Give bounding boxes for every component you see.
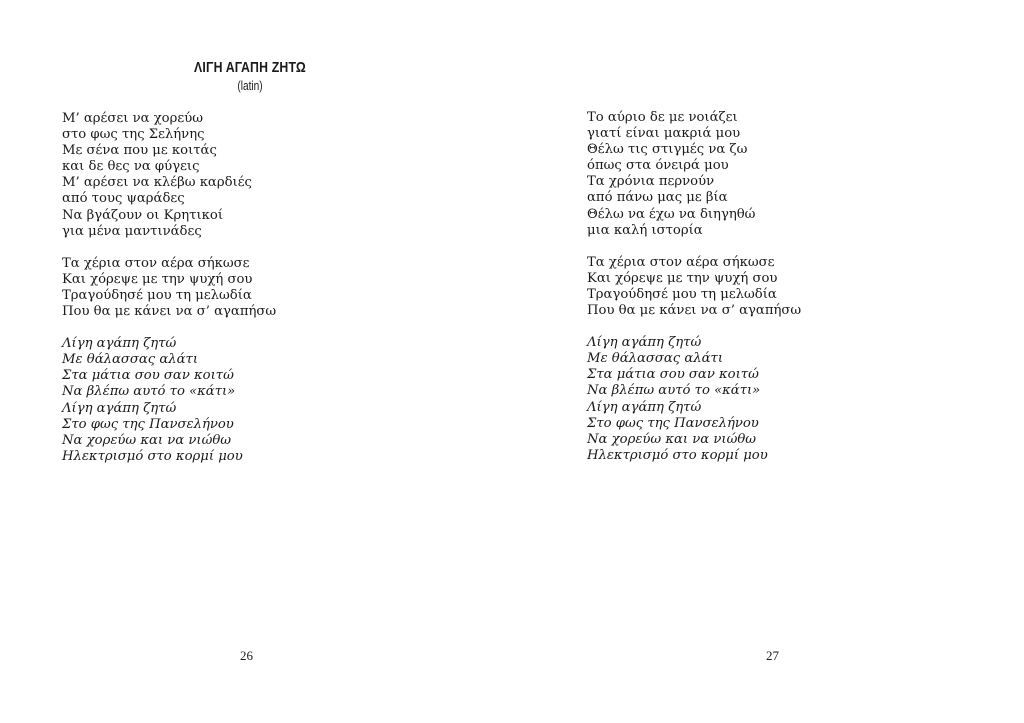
lyric-line: στο φως της Σελήνης [62,127,205,143]
lyric-line: Ηλεκτρισμό στο κορμί μου [587,447,768,463]
lyric-line: Τα χέρια στον αέρα σήκωσε [62,255,250,271]
lyric-line: γιατί είναι μακριά μου [587,126,741,142]
lyric-line: Τραγούδησέ μου τη μελωδία [62,287,252,303]
lyric-line: Θέλω να έχω να διηγηθώ [587,206,756,222]
lyric-line: Που θα με κάνει να σ’ αγαπήσω [587,303,802,319]
page-number: 26 [240,648,253,663]
lyric-line: από τους ψαράδες [62,191,185,207]
song-title: ΛΙΓΗ ΑΓΑΠΗ ΖΗΤΩ [194,59,306,76]
page-number: 27 [766,648,779,663]
lyric-line: Με σένα που με κοιτάς [62,143,217,159]
pre-chorus-stanza [62,256,276,320]
pre-chorus-stanza [587,255,801,319]
lyric-line: Και χόρεψε με την ψυχή σου [62,271,253,287]
lyric-line: Μ’ αρέσει να κλέβω καρδιές [62,175,252,191]
lyric-line: Στο φως της Πανσελήνου [62,416,234,432]
lyric-line: Στο φως της Πανσελήνου [587,415,759,431]
lyric-line: Και χόρεψε με την ψυχή σου [587,270,778,286]
lyric-line: Λίγη αγάπη ζητώ [62,336,177,352]
song-title-block [120,58,380,94]
lyric-line: Με θάλασσας αλάτι [587,351,724,367]
lyric-line: Με θάλασσας αλάτι [62,352,199,368]
lyric-line: από πάνω μας με βία [587,190,728,206]
lyric-line: Ηλεκτρισμό στο κορμί μου [62,448,243,464]
song-subtitle: (latin) [237,78,263,93]
lyric-line: και δε θες να φύγεις [62,159,200,175]
verse-stanza [62,111,276,240]
lyric-line: Στα μάτια σου σαν κοιτώ [62,368,234,384]
lyric-line: Που θα με κάνει να σ’ αγαπήσω [62,304,277,320]
lyric-line: Στα μάτια σου σαν κοιτώ [587,367,759,383]
verse-stanza [587,110,801,239]
lyric-line: Λίγη αγάπη ζητώ [62,400,177,416]
lyric-line: Μ’ αρέσει να χορεύω [62,111,203,126]
lyric-line: για μένα μαντινάδες [62,223,202,239]
chorus-stanza [587,335,801,464]
lyric-line: μια καλή ιστορία [587,222,703,238]
chorus-stanza [62,336,276,465]
lyric-line: Να χορεύω και να νιώθω [587,431,757,447]
lyric-line: Λίγη αγάπη ζητώ [587,399,702,415]
lyric-line: Να βλέπω αυτό το «κάτι» [587,383,761,399]
lyrics-block [62,111,276,481]
lyrics-block [587,110,801,480]
lyric-line: Θέλω τις στιγμές να ζω [587,142,748,158]
lyric-line: Το αύριο δε με νοιάζει [587,110,738,125]
lyric-line: Τραγούδησέ μου τη μελωδία [587,286,777,302]
lyric-line: Λίγη αγάπη ζητώ [587,335,702,351]
lyric-line: Να χορεύω και να νιώθω [62,432,232,448]
lyric-line: Να βλέπω αυτό το «κάτι» [62,384,236,400]
lyric-line: Τα χρόνια περνούν [587,174,715,190]
lyric-line: Να βγάζουν οι Κρητικοί [62,207,223,223]
lyric-line: Τα χέρια στον αέρα σήκωσε [587,254,775,270]
right-page [512,0,1024,723]
lyric-line: όπως στα όνειρά μου [587,158,729,174]
